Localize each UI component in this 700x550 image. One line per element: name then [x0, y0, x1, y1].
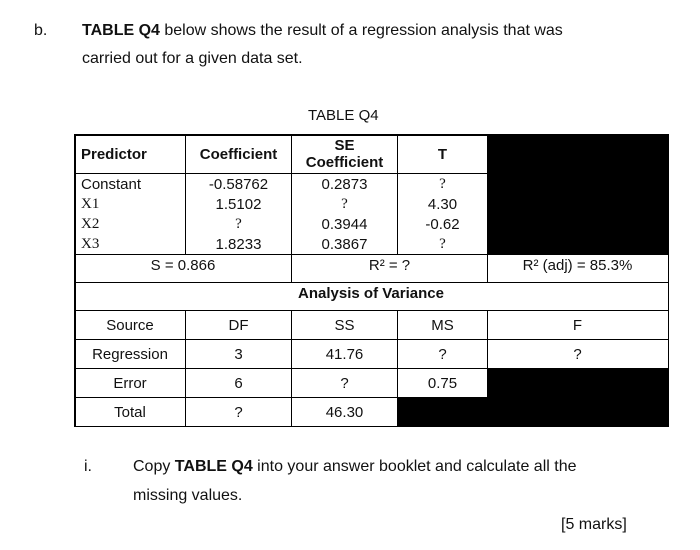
anova-header-f: F — [572, 316, 583, 334]
subquestion-label: i. — [84, 458, 92, 475]
anova-row-ss: 41.76 — [325, 345, 364, 363]
row-se: 0.2873 — [321, 175, 368, 193]
table-ref-bold: TABLE Q4 — [82, 22, 160, 39]
subquestion-text-line2: missing values. — [133, 487, 243, 504]
subquestion-table-ref: TABLE Q4 — [174, 458, 253, 475]
anova-row-source: Regression — [92, 345, 168, 363]
anova-row-df: ? — [234, 403, 243, 421]
row-predictor: X3 — [81, 235, 100, 252]
blackout-total-ms — [397, 398, 488, 427]
blackout-error-f — [488, 369, 669, 427]
question-label: b. — [34, 22, 48, 39]
anova-row-source: Error — [113, 374, 147, 392]
anova-row-ss: ? — [340, 374, 349, 392]
summary-r2: R² = ? — [368, 256, 411, 274]
blackout-top-right — [488, 134, 669, 255]
subquestion-text-after: into your answer booklet and calculate all the — [252, 458, 577, 475]
row-se: 0.3944 — [321, 215, 368, 233]
anova-row-ms: ? — [438, 345, 447, 363]
header-se-coefficient — [292, 135, 397, 173]
intro-text: below shows the result of a regression analysis that was — [159, 22, 563, 39]
anova-header-ms: MS — [431, 316, 454, 334]
row-predictor: X1 — [81, 195, 100, 212]
anova-title: Analysis of Variance — [298, 284, 444, 302]
question-intro-line2: carried out for a given data set. — [82, 50, 303, 67]
row-se: ? — [341, 195, 348, 212]
row-predictor: Constant — [81, 175, 142, 193]
anova-header-source: Source — [106, 316, 154, 334]
subquestion-text-before: Copy — [133, 458, 175, 475]
header-se-line1: SE — [334, 137, 355, 154]
row-coef: ? — [235, 215, 242, 232]
row-t: 4.30 — [427, 195, 458, 213]
header-predictor: Predictor — [81, 145, 147, 163]
row-predictor: X2 — [81, 215, 100, 232]
row-t: ? — [439, 235, 446, 252]
table-caption: TABLE Q4 — [308, 107, 379, 124]
anova-header-ss: SS — [334, 316, 355, 334]
anova-row-ss: 46.30 — [325, 403, 364, 421]
header-coefficient: Coefficient — [199, 145, 278, 163]
subquestion-text — [133, 457, 576, 477]
anova-row-df: 3 — [234, 345, 243, 363]
row-t: ? — [439, 175, 446, 192]
anova-row-ms: 0.75 — [427, 374, 458, 392]
row-t: -0.62 — [425, 215, 460, 233]
row-coef: -0.58762 — [208, 175, 269, 193]
anova-header-df: DF — [228, 316, 249, 334]
header-se-line2: Coefficient — [305, 154, 384, 171]
marks-label: [5 marks] — [561, 516, 627, 533]
anova-row-source: Total — [114, 403, 146, 421]
row-coef: 1.5102 — [215, 195, 262, 213]
row-se: 0.3867 — [321, 235, 368, 253]
anova-row-df: 6 — [234, 374, 243, 392]
summary-s: S = 0.866 — [150, 256, 216, 274]
header-t: T — [437, 145, 448, 163]
anova-row-f: ? — [573, 345, 582, 363]
summary-r2-adj: R² (adj) = 85.3% — [522, 256, 633, 274]
row-coef: 1.8233 — [215, 235, 262, 253]
